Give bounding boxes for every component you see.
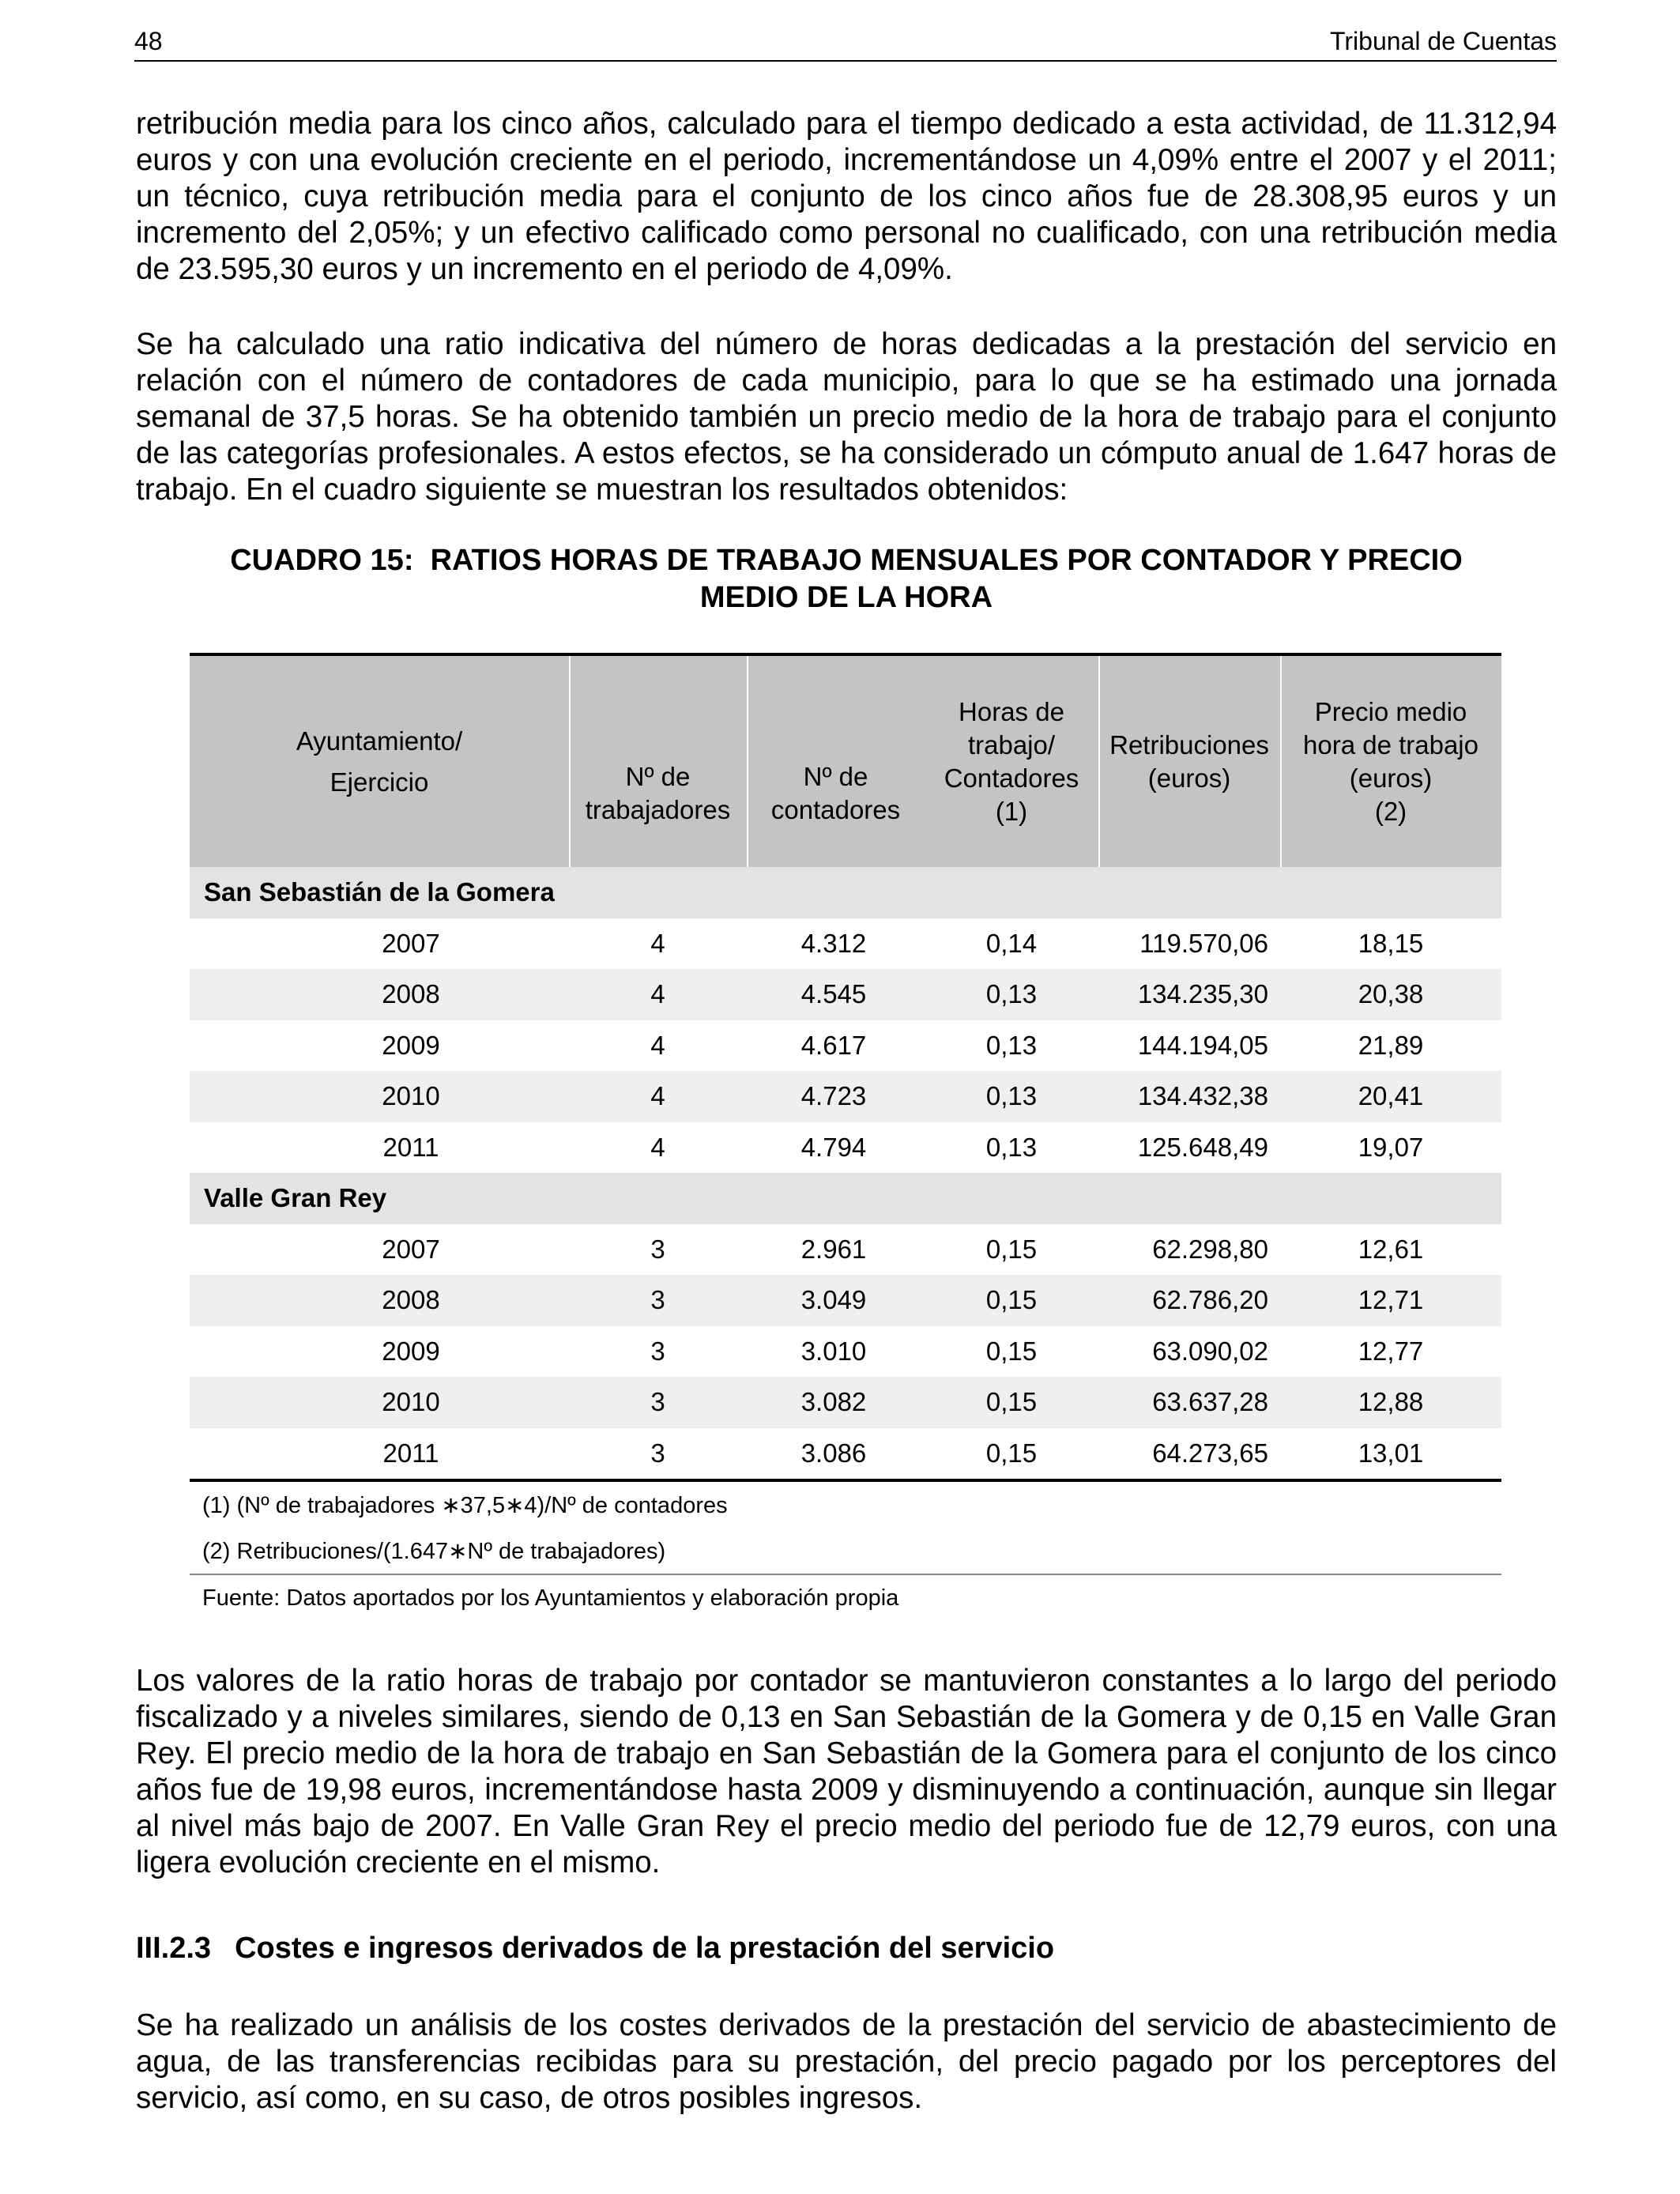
cell-year: 2010 [382,1387,440,1417]
table-source: Fuente: Datos aportados por los Ayuntamientos y elaboración propia [202,1585,899,1611]
cell-ratio: 0,15 [985,1336,1038,1366]
section-title: Costes e ingresos derivados de la prestación del servicio [235,1932,1055,1965]
cell-price: 20,38 [1358,979,1424,1009]
cell-meters: 4.312 [800,928,867,958]
cell-price: 21,89 [1358,1030,1424,1060]
group-row [190,867,1501,918]
cell-meters: 3.010 [800,1336,867,1366]
section-heading [136,1932,1054,1966]
cell-ratio: 0,15 [985,1387,1038,1417]
cell-year: 2010 [382,1081,440,1111]
cell-ratio: 0,15 [985,1234,1038,1264]
cell-ratio: 0,13 [985,979,1038,1009]
cell-ratio: 0,13 [985,1132,1038,1162]
table-title: CUADRO 15: RATIOS HORAS DE TRABAJO MENSUALES POR CONTADOR Y PRECIO MEDIO DE LA HORA [136,542,1557,616]
cell-workers: 4 [650,928,665,958]
cell-meters: 3.086 [800,1438,867,1468]
table-row [190,1377,1501,1428]
cell-pay: 144.194,05 [1137,1030,1268,1060]
table-label: CUADRO 15 [230,544,404,577]
cell-meters: 3.082 [800,1387,867,1417]
cell-pay: 62.786,20 [1152,1285,1268,1315]
cell-workers: 3 [650,1285,665,1315]
table-row [190,1326,1501,1378]
cell-pay: 134.235,30 [1137,979,1268,1009]
cell-year: 2011 [382,1132,439,1162]
cell-pay: 62.298,80 [1152,1234,1268,1264]
cell-pay: 134.432,38 [1137,1081,1268,1111]
cell-price: 20,41 [1358,1081,1424,1111]
cell-pay: 63.637,28 [1152,1387,1268,1417]
header-retribuciones: Retribuciones (euros) [1109,729,1269,793]
cell-year: 2008 [382,979,440,1009]
cell-meters: 4.545 [800,979,867,1009]
cell-pay: 64.273,65 [1152,1438,1268,1468]
group-name: San Sebastián de la Gomera [204,877,555,907]
cell-pay: 119.570,06 [1139,928,1268,958]
cell-pay: 63.090,02 [1152,1336,1268,1366]
organization-name: Tribunal de Cuentas [1330,27,1557,55]
cell-workers: 4 [650,1132,665,1162]
cell-price: 13,01 [1358,1438,1424,1468]
table-row [190,1020,1501,1072]
cell-meters: 4.794 [800,1132,867,1162]
cell-year: 2008 [382,1285,440,1315]
cell-meters: 2.961 [800,1234,867,1264]
cell-price: 18,15 [1358,928,1424,958]
table-row [190,1428,1501,1480]
table-row [190,1071,1501,1122]
cell-ratio: 0,15 [985,1438,1038,1468]
table-title-line2: MEDIO DE LA HORA [699,581,993,614]
cell-workers: 3 [650,1336,665,1366]
table-note-1: (1) (Nº de trabajadores ∗37,5∗4)/Nº de contadores [202,1492,728,1518]
cell-ratio: 0,14 [985,928,1038,958]
header-horas-contadores: Horas de trabajo/ Contadores (1) [944,696,1079,826]
table-row [190,1122,1501,1174]
table-row [190,918,1501,970]
header-ayuntamiento: Ayuntamiento/ Ejercicio [296,726,463,797]
data-table [190,653,1501,1621]
cell-year: 2007 [382,1234,440,1264]
cell-meters: 4.723 [800,1081,867,1111]
cell-price: 12,61 [1358,1234,1424,1264]
cell-price: 12,88 [1358,1387,1424,1417]
cell-workers: 4 [650,1030,665,1060]
group-name: Valle Gran Rey [204,1183,387,1213]
cell-workers: 3 [650,1234,665,1264]
cell-year: 2011 [382,1438,439,1468]
table-title-line1: RATIOS HORAS DE TRABAJO MENSUALES POR CONTADOR Y PRECIO [430,544,1463,577]
cell-ratio: 0,15 [985,1285,1038,1315]
cell-year: 2007 [382,928,440,958]
cell-price: 12,71 [1358,1285,1424,1315]
cell-ratio: 0,13 [985,1030,1038,1060]
header-precio-medio: Precio medio hora de trabajo (euros) (2) [1303,696,1478,826]
cell-workers: 3 [650,1387,665,1417]
cell-year: 2009 [382,1336,440,1366]
header-contadores: Nº de contadores [770,761,901,824]
cell-meters: 4.617 [800,1030,867,1060]
page-header [134,24,1557,62]
paragraph-3: Los valores de la ratio horas de trabajo por contador se mantuvieron constantes a lo largo del periodo fiscalizado y a niveles similares, siendo de 0,13 en San Sebastián de la Gomera y de 0,15 en Valle Gran Rey. El precio medio de la hora de trabajo en San Sebastián de la Gomera para el conjunto de los cinco años fue de 19,98 euros, incrementándose hasta 2009 y disminuyendo a continuación, aunque sin llegar al nivel más bajo de 2007. En Valle Gran Rey el precio medio del periodo fue de 12,79 euros, con una ligera evolución creciente en el mismo. [136,1664,1557,1879]
cell-ratio: 0,13 [985,1081,1038,1111]
table-row [190,1275,1501,1326]
section-number: III.2.3 [136,1932,212,1965]
table-note-2: (2) Retribuciones/(1.647∗Nº de trabajadores) [202,1538,666,1564]
cell-workers: 3 [650,1438,665,1468]
cell-year: 2009 [382,1030,440,1060]
cell-workers: 4 [650,979,665,1009]
table-header [190,656,1501,867]
table-row [190,969,1501,1020]
paragraph-4: Se ha realizado un análisis de los costes derivados de la prestación del servicio de abastecimiento de agua, de las transferencias recibidas para su prestación, del precio pagado por los perceptores del servicio, así como, en su caso, de otros posibles ingresos. [136,2008,1557,2115]
page-number: 48 [134,27,163,55]
cell-pay: 125.648,49 [1137,1132,1268,1162]
paragraph-2: Se ha calculado una ratio indicativa del número de horas dedicadas a la prestación del servicio en relación con el número de contadores de cada municipio, para lo que se ha estimado una jornada semanal de 37,5 horas. Se ha obtenido también un precio medio de la hora de trabajo para el conjunto de las categorías profesionales. A estos efectos, se ha considerado un cómputo anual de 1.647 horas de trabajo. En el cuadro siguiente se muestran los resultados obtenidos: [136,327,1557,507]
header-trabajadores: Nº de trabajadores [585,761,731,824]
table-row [190,1224,1501,1276]
paragraph-1: retribución media para los cinco años, calculado para el tiempo dedicado a esta actividad, de 11.312,94 euros y con una evolución creciente en el periodo, incrementándose un 4,09% entre el 2007 y el 2011; un técnico, cuya retribución media para el conjunto de los cinco años fue de 28.308,95 euros y un incremento del 2,05%; y un efectivo calificado como personal no cualificado, con una retribución media de 23.595,30 euros y un incremento en el periodo de 4,09%. [136,107,1557,286]
group-row [190,1173,1501,1224]
cell-price: 12,77 [1358,1336,1424,1366]
table-body [190,867,1501,1479]
cell-price: 19,07 [1358,1132,1424,1162]
cell-workers: 4 [650,1081,665,1111]
cell-meters: 3.049 [800,1285,867,1315]
